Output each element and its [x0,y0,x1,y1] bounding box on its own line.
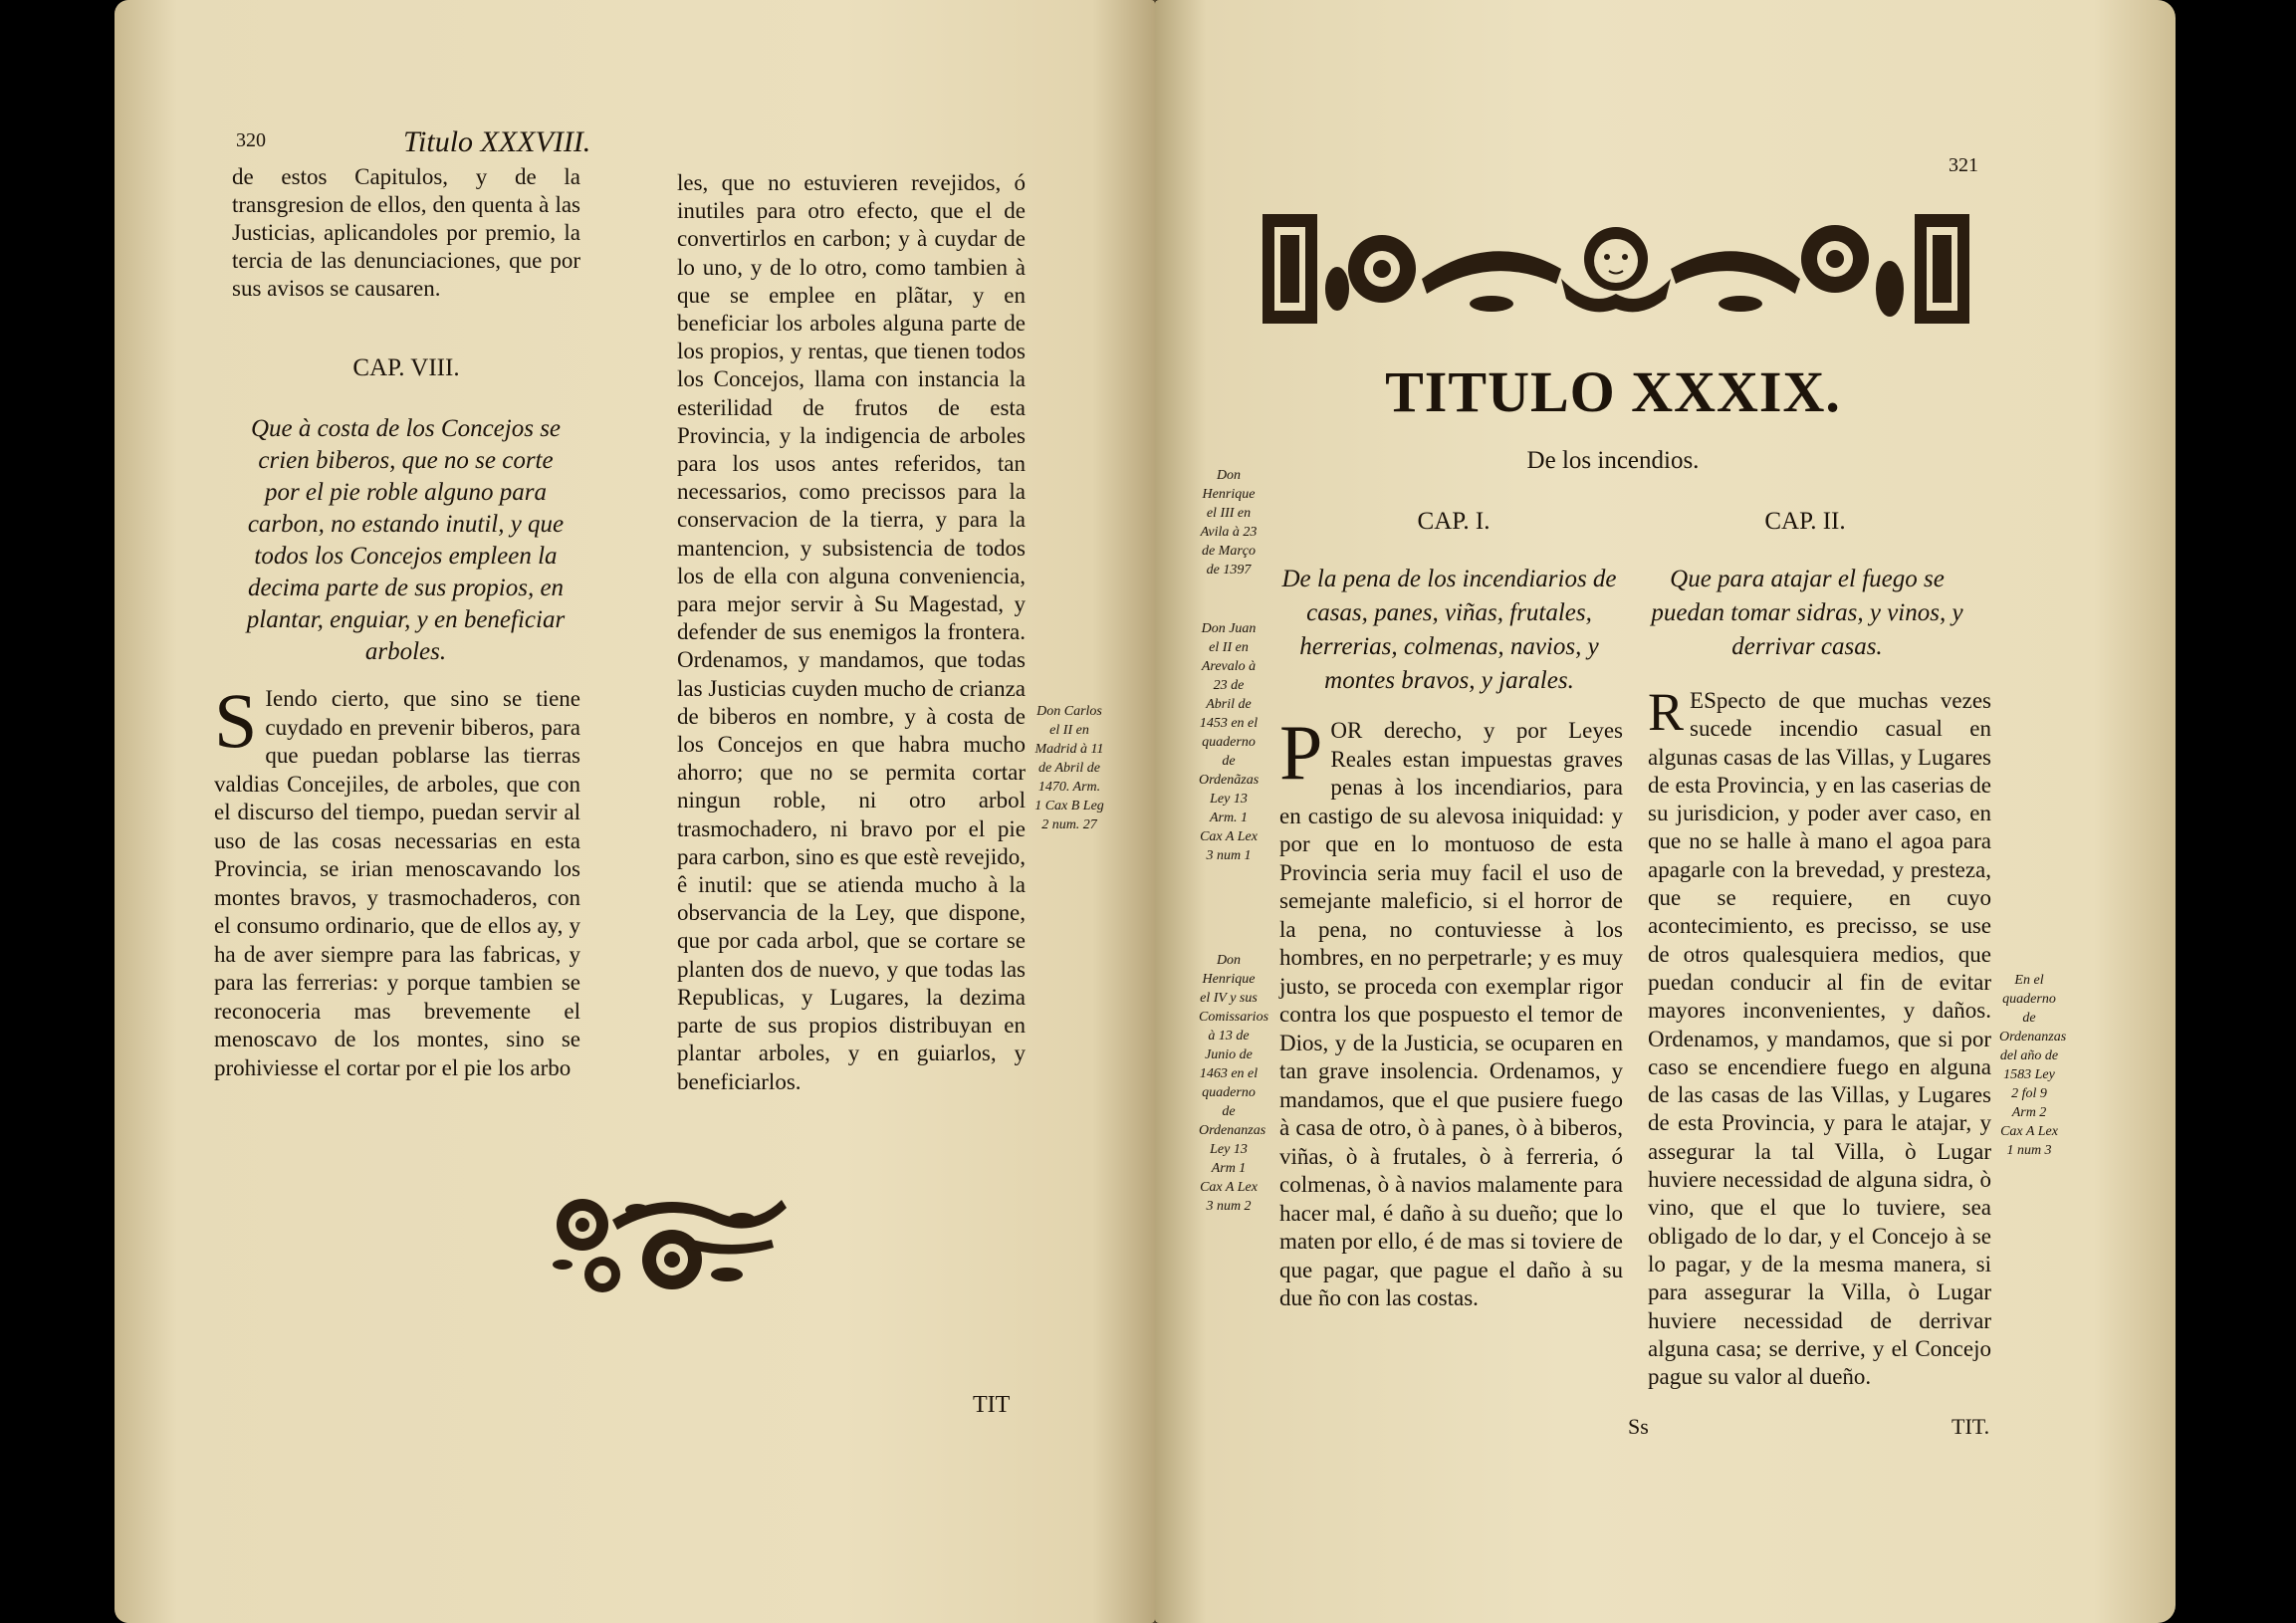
cap1-heading: CAP. I. [1417,508,1491,535]
running-head: Titulo XXXVIII. [403,125,591,158]
cap1-body [1279,709,1623,1313]
right-margin-note-3: Don Henrique el IV y sus Comissarios à 13 de Junio de 1463 en el quaderno de Ordenanzas Ley 13 Arm 1 Cax A Lex 3 num 2 [1199,953,1269,1214]
dropcap-p: P [1279,709,1323,796]
cap2-text: ESpecto de que muchas vezes sucede incendio casual en algunas casas de las Villas, y Lugares de esta Provincia, y en las caserias de su jurisdicion, y poder aver caso, en que no se halle à mano el agoa para apagarle con la brevedad, y presteza, que se requiere, en cuyo acontecimiento, es precisso, se use de otros qualesquiera medios, que puedan conducir al fin de evitar mayores inconvenientes, y daños. Ordenamos, y mandamos, que si por caso se encendiere fuego en alguna de las casas de las Villas, y Lugares de esta Provincia, y para le atajar, y assegurar la tal Villa, ò Lugar huviere necessidad de alguna sidra, ò vino, que el que lo tuviere, sea obligado de lo dar, y el Concejo à se lo pagar, y de la mesma manera, si para assegurar la Villa, ò Lugar huviere necessidad de derrivar alguna casa; se derrive, y el Concejo pague su valor al dueño. [1648,688,1992,1390]
cap2-heading: CAP. II. [1764,508,1846,535]
winged-cherub-headpiece-icon [1263,209,1969,329]
right-catchword: TIT. [1952,1414,1990,1439]
cap2-body [1648,682,1992,1391]
dropcap-r: R [1648,682,1685,742]
right-page [1155,0,2176,1623]
cap1-text: OR derecho, y por Leyes Reales estan impuestas graves penas à los incendiarios, para en castigo de su alevosa iniquidad: y por que en lo montuoso de esta Provincia seria muy facil el uso de semejante maleficio, si el horror de la pena, no contuviesse à los hombres, en no perpetrarle; y es muy justo, se proceda con exemplar rigor contra los que pospuesto el temor de Dios, y de la Justicia, se ocuparen en tan grave insolencia. Ordenamos, y mandamos, que el que pusiere fuego à casa de otro, ò à panes, ò à biberos, viñas, ò à frutales, ò à ferreria, ó colmenas, ò à navios malamente para hacer mal, é daño à su dueño; que lo maten por ello, é de mas si toviere de que pagar, que pague el daño à su due ño con las costas. [1279,718,1623,1310]
cap2-summary: Que para atajar el fuego se puedan tomar sidras, y vinos, y derrivar casas. [1651,566,1963,660]
title-subtitle: De los incendios. [1526,447,1700,474]
left-margin-note: Don Carlos el II en Madrid à 11 de Abril de 1470. Arm. 1 Cax B Leg 2 num. 27 [1034,704,1104,832]
right-margin-note-4: En el quaderno de Ordenanzas del año de 1583 Ley 2 fol 9 Arm 2 Cax A Lex 1 num 3 [1999,973,2067,1158]
left-page [115,0,1155,1623]
dropcap-s: S [214,677,258,764]
left-col1-top: de estos Capitulos, y de la transgresion de ellos, den quenta à las Justicias, aplicandoles por premio, la tercia de las denunciaciones, que por sus avisos se causaren. [232,164,580,301]
left-col1-body [214,677,580,1082]
left-page-number: 320 [236,129,266,151]
left-col2-body: les, que no estuvieren revejidos, ó inutiles para otro efecto, que el de convertirlos en carbon; y à cuydar de lo uno, y de lo otro, como tambien à que se emplee en plãtar, y en beneficiar los arboles alguna parte de los propios, y rentas, que tienen todos los Concejos, llama con instancia la esterilidad de frutos de esta Provincia, y la indigencia de arboles para los usos antes referidos, tan necessarios, como precissos para la conservacion de la tierra, y para la mantencion, y subsistencia de todos los de ella con alguna conveniencia, para mejor servir à Su Magestad, y defender de sus enemigos la frontera. Ordenamos, y mandamos, que todas las Justicias cuyden mucho de crianza de biberos en nombre, y à costa de los Concejos en que habra mucho ahorro; que no se permita cortar ningun roble, ni otro arbol trasmochadero, ni bravo por el pie para carbon, sino es que estè revejido, ê inutil: que se atienda mucho à la observancia de la Ley, que dispone, que por cada arbol, que se cortare se planten dos de nuevo, y que todas las Republicas, y Lugares, la dezima parte de sus propios distribuyan en plantar arboles, y en guiarlos, y beneficiarlos. [677,170,1026,1094]
signature-mark: Ss [1628,1414,1649,1439]
right-margin-note-1: Don Henrique el III en Avila à 23 de Março de 1397 [1200,468,1258,578]
chapter-summary: Que à costa de los Concejos se crien biberos, que no se corte por el pie roble alguno para carbon, no estando inutil, y que todos los Concejos empleen la decima parte de sus propios, en plantar, enguiar, y en beneficiar arboles. [246,415,566,665]
chapter-heading: CAP. VIII. [352,354,460,381]
left-catchword: TIT [973,1392,1011,1418]
cap1-summary: De la pena de los incendiarios de casas, panes, viñas, frutales, herrerias, colmenas, navios, y montes bravos, y jarales. [1281,566,1617,694]
title-heading: TITULO XXXIX. [1385,359,1841,424]
right-margin-note-2: Don Juan el II en Arevalo à 23 de Abril de 1453 en el quaderno de Ordenãzas Ley 13 Arm. 1 Cax A Lex 3 num 1 [1199,621,1260,863]
floral-tailpiece-icon [543,1180,802,1299]
left-col1-text: Iendo cierto, que sino se tiene cuydado en prevenir biberos, para que puedan poblarse las tierras valdias Concejiles, de arboles, que con el discurso del tiempo, puedan servir al uso de las cosas necessarias en esta Provincia, se irian menoscavando los montes bravos, y trasmochaderos, con el consumo ordinario, que de ellos ay, y ha de aver siempre para las fabricas, y para las ferrerias: y porque tambien se reconoceria mas brevemente el menoscavo de los montes, sino se prohiviesse el cortar por el pie los arbo [214,686,580,1080]
right-page-number: 321 [1949,154,1978,176]
